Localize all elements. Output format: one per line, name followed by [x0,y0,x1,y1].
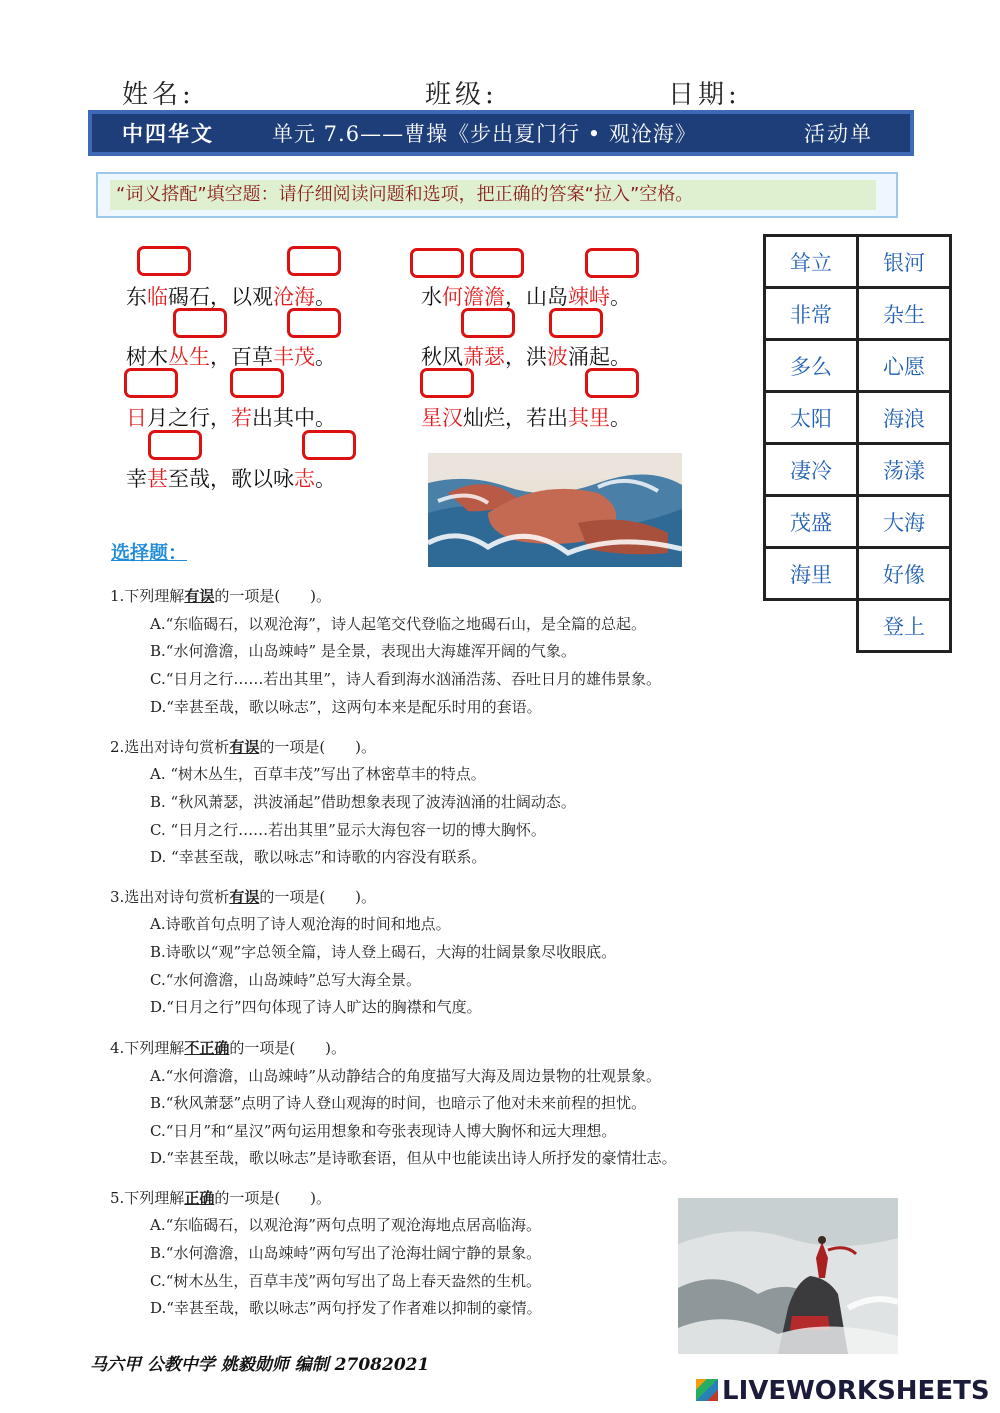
drop-box-ri[interactable] [124,368,178,398]
banner-course: 中四华文 [122,121,214,146]
drop-box-shen[interactable] [148,430,202,460]
question-4: 4.下列理解不正确的一项是( )。 [110,1039,347,1057]
q2-option-a[interactable]: A. “树木丛生，百草丰茂”写出了林密草丰的特点。 [150,765,486,783]
drop-box-bo[interactable] [549,308,603,338]
sea-rocks-painting [428,453,682,567]
q1-option-d[interactable]: D.“幸甚至哉，歌以咏志”，这两句本来是配乐时用的套语。 [150,698,542,716]
poem-line-3b: 星汉灿烂，若出其里。 [421,406,631,430]
poem-line-1a: 东临碣石，以观沧海。 [126,285,336,309]
author-credit: 马六甲 公教中学 姚毅勋师 编制 27082021 [90,1355,430,1375]
poem-line-4a: 幸甚至哉，歌以咏志。 [126,467,336,491]
word-option[interactable]: 大海 [858,496,951,548]
drop-box-ruo[interactable] [230,368,284,398]
drop-box-zhi[interactable] [302,430,356,460]
word-option[interactable]: 茂盛 [765,496,858,548]
word-option[interactable]: 登上 [858,600,951,652]
drop-box-fengmao[interactable] [287,308,341,338]
word-option[interactable]: 心愿 [858,340,951,392]
liveworksheets-logo-icon [696,1379,718,1401]
poem-line-2a: 树木丛生，百草丰茂。 [126,345,336,369]
cliff-figure-painting [678,1198,898,1354]
name-label: 姓名: [122,80,195,110]
drop-box-canghai[interactable] [287,246,341,276]
liveworksheets-logo [696,1376,990,1406]
drop-box-he[interactable] [410,248,464,278]
poem-line-1b: 水何澹澹，山岛竦峙。 [421,285,631,309]
q4-option-d[interactable]: D.“幸甚至哉，歌以咏志”是诗歌套语，但从中也能读出诗人所抒发的豪情壮志。 [150,1149,677,1167]
q5-option-d[interactable]: D.“幸甚至哉，歌以咏志”两句抒发了作者难以抑制的豪情。 [150,1299,542,1317]
q3-option-c[interactable]: C.“水何澹澹，山岛竦峙”总写大海全景。 [150,971,422,989]
word-option[interactable]: 海里 [765,548,858,600]
q4-option-b[interactable]: B.“秋风萧瑟”点明了诗人登山观海的时间，也暗示了他对未来前程的担忧。 [150,1094,647,1112]
q1-option-a[interactable]: A.“东临碣石，以观沧海”，诗人起笔交代登临之地碣石山，是全篇的总起。 [150,615,646,633]
word-option[interactable]: 凄冷 [765,444,858,496]
q3-option-d[interactable]: D.“日月之行”四句体现了诗人旷达的胸襟和气度。 [150,998,482,1016]
drop-box-lin[interactable] [137,246,191,276]
poem-line-2b: 秋风萧瑟，洪波涌起。 [421,345,631,369]
drop-box-qili[interactable] [585,368,639,398]
word-option[interactable]: 多么 [765,340,858,392]
drop-box-dandan[interactable] [470,248,524,278]
title-banner [88,110,914,156]
question-1: 1.下列理解有误的一项是( )。 [110,587,332,605]
word-option[interactable]: 海浪 [858,392,951,444]
class-label: 班级: [425,80,498,110]
q5-option-a[interactable]: A.“东临碣石，以观沧海”两句点明了观沧海地点居高临海。 [150,1216,541,1234]
question-2: 2.选出对诗句赏析有误的一项是( )。 [110,738,377,756]
date-label: 日期: [668,80,741,110]
poem-line-3a: 日月之行，若出其中。 [126,406,336,430]
drop-box-congsheng[interactable] [173,308,227,338]
question-5: 5.下列理解正确的一项是( )。 [110,1189,332,1207]
q5-option-b[interactable]: B.“水何澹澹，山岛竦峙”两句写出了沧海壮阔宁静的景象。 [150,1244,542,1262]
word-option[interactable]: 好像 [858,548,951,600]
q3-option-a[interactable]: A.诗歌首句点明了诗人观沧海的时间和地点。 [150,915,451,933]
word-option[interactable]: 杂生 [858,288,951,340]
banner-unit-title: 单元 7.6——曹操《步出夏门行 • 观沧海》 [272,122,697,146]
drop-box-songzhi[interactable] [585,248,639,278]
word-bank [763,234,952,653]
word-option[interactable]: 耸立 [765,236,858,288]
banner-activity: 活动单 [804,122,873,146]
q4-option-a[interactable]: A.“水何澹澹，山岛竦峙”从动静结合的角度描写大海及周边景物的壮观景象。 [150,1067,661,1085]
section-title: 选择题： [111,542,188,564]
question-3: 3.选出对诗句赏析有误的一项是( )。 [110,888,377,906]
q2-option-c[interactable]: C. “日月之行……若出其里”显示大海包容一切的博大胸怀。 [150,821,546,839]
word-option[interactable]: 非常 [765,288,858,340]
instruction-panel [96,172,898,218]
drop-box-xinghan[interactable] [420,368,474,398]
word-option[interactable]: 银河 [858,236,951,288]
q2-option-b[interactable]: B. “秋风萧瑟，洪波涌起”借助想象表现了波涛汹涌的壮阔动态。 [150,793,576,811]
q3-option-b[interactable]: B.诗歌以“观”字总领全篇，诗人登上碣石，大海的壮阔景象尽收眼底。 [150,943,617,961]
brand-text: LIVEWORKSHEETS [722,1376,990,1406]
word-option[interactable]: 荡漾 [858,444,951,496]
q1-option-c[interactable]: C.“日月之行……若出其里”，诗人看到海水汹涌浩荡、吞吐日月的雄伟景象。 [150,670,662,688]
drop-box-xiaose[interactable] [461,308,515,338]
q4-option-c[interactable]: C.“日月”和“星汉”两句运用想象和夸张表现诗人博大胸怀和远大理想。 [150,1122,617,1140]
word-bank-blank [765,600,858,652]
q1-option-b[interactable]: B.“水何澹澹，山岛竦峙” 是全景，表现出大海雄浑开阔的气象。 [150,642,576,660]
word-option[interactable]: 太阳 [765,392,858,444]
instruction-text: “词义搭配”填空题：请仔细阅读问题和选项，把正确的答案“拉入”空格。 [110,180,876,210]
q5-option-c[interactable]: C.“树木丛生，百草丰茂”两句写出了岛上春天盎然的生机。 [150,1272,542,1290]
q2-option-d[interactable]: D. “幸甚至哉，歌以咏志”和诗歌的内容没有联系。 [150,848,487,866]
